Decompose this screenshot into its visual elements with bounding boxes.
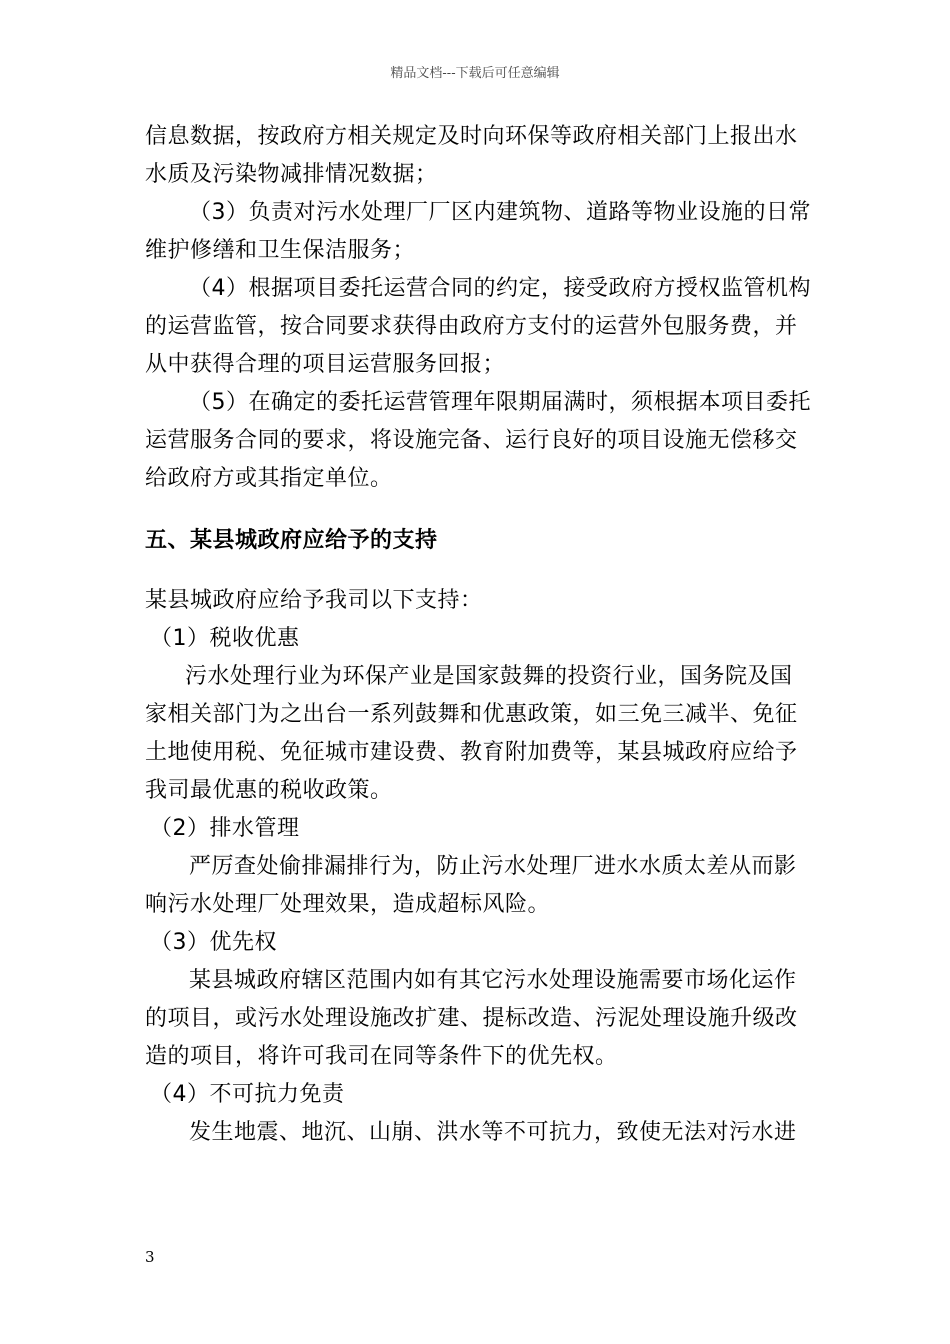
paragraph-line: 从中获得合理的项目运营服务回报； — [145, 352, 506, 377]
paragraph-line: 造的项目，将许可我司在同等条件下的优先权。 — [145, 1044, 618, 1069]
paragraph-line: 我司最优惠的税收政策。 — [145, 778, 393, 803]
section-heading: 五、某县城政府应给予的支持 — [145, 528, 438, 553]
paragraph-line: 维护修缮和卫生保洁服务； — [145, 238, 416, 263]
subheading-priority: （3）优先权 — [150, 930, 277, 955]
paragraph-line: 给政府方或其指定单位。 — [145, 466, 393, 491]
paragraph-line: 发生地震、地沉、山崩、洪水等不可抗力，致使无法对污水进 — [189, 1120, 797, 1145]
subheading-drainage: （2）排水管理 — [150, 816, 300, 841]
paragraph-line: 污水处理行业为环保产业是国家鼓舞的投资行业，国务院及国 — [185, 664, 793, 689]
document-body — [145, 118, 815, 1152]
page-header: 精品文档---下载后可任意编辑 — [390, 66, 560, 81]
list-item-4: （4）根据项目委托运营合同的约定，接受政府方授权监管机构 — [189, 276, 811, 301]
paragraph-line: 的运营监管，按合同要求获得由政府方支付的运营外包服务费，并 — [145, 314, 798, 339]
paragraph-line: 家相关部门为之出台一系列鼓舞和优惠政策，如三免三减半、免征 — [145, 702, 798, 727]
paragraph-line: 响污水处理厂处理效果，造成超标风险。 — [145, 892, 551, 917]
subheading-tax: （1）税收优惠 — [150, 626, 300, 651]
paragraph-line: 土地使用税、免征城市建设费、教育附加费等，某县城政府应给予 — [145, 740, 798, 765]
paragraph-line: 信息数据，按政府方相关规定及时向环保等政府相关部门上报出水 — [145, 124, 798, 149]
paragraph-line: 严厉查处偷排漏排行为，防止污水处理厂进水水质太差从而影 — [189, 854, 797, 879]
paragraph-line: 某县城政府辖区范围内如有其它污水处理设施需要市场化运作 — [189, 968, 797, 993]
page-number: 3 — [145, 1248, 155, 1266]
intro-line: 某县城政府应给予我司以下支持： — [145, 588, 483, 613]
list-item-3: （3）负责对污水处理厂厂区内建筑物、道路等物业设施的日常 — [189, 200, 811, 225]
list-item-5: （5）在确定的委托运营管理年限期届满时，须根据本项目委托 — [189, 390, 811, 415]
paragraph-line: 运营服务合同的要求，将设施完备、运行良好的项目设施无偿移交 — [145, 428, 798, 453]
paragraph-line: 的项目，或污水处理设施改扩建、提标改造、污泥处理设施升级改 — [145, 1006, 798, 1031]
subheading-force-majeure: （4）不可抗力免责 — [150, 1082, 345, 1107]
paragraph-line: 水质及污染物减排情况数据； — [145, 162, 438, 187]
